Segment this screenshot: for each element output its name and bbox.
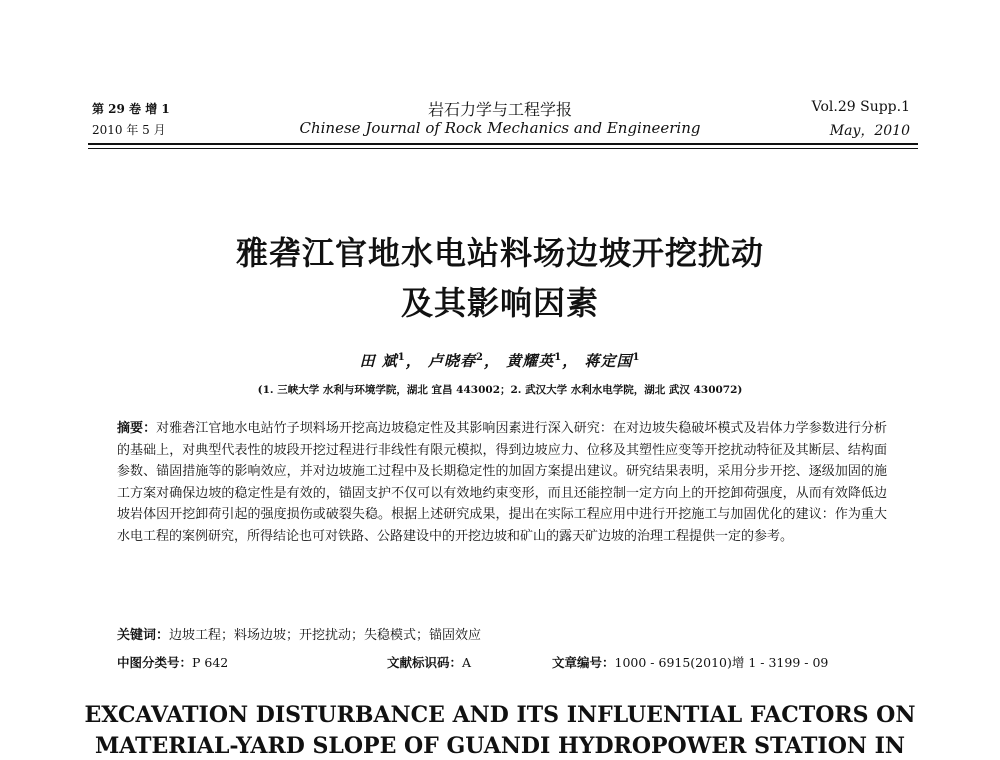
clc-number [117, 652, 228, 674]
doc-code-label: 文献标识码： [387, 655, 463, 670]
author-list: 田 斌$^1$， 卢晓春$^2$， 黄耀英$^1$， 蒋定国$^1$ [359, 352, 641, 370]
clc-value: P 642 [192, 655, 229, 670]
author-affil-mark: 1 [632, 352, 641, 363]
affiliation: (1. 三峡大学 水利与环境学院，湖北 宜昌 443002；2. 武汉大学 水利水电学院，湖北 武汉 430072) [257, 384, 743, 396]
volume-issue: 第 29 卷 增 1 [92, 102, 170, 116]
header-rule-thick [88, 143, 918, 145]
article-number [552, 652, 828, 674]
keywords-label: 关键词： [117, 628, 170, 643]
clc-label: 中图分类号： [117, 655, 193, 670]
journal-title-en: Chinese Journal of Rock Mechanics and Engineering [299, 119, 701, 137]
document-code [387, 652, 471, 674]
abstract [117, 418, 887, 547]
keywords-text: 边坡工程；料场边坡；开挖扰动；失稳模式；锚固效应 [169, 628, 482, 643]
author-name: 卢晓春 [428, 352, 477, 370]
journal-title-cn: 岩石力学与工程学报 [427, 100, 572, 119]
abstract-label: 摘要： [117, 421, 157, 436]
article-value: 1000 - 6915(2010)增 1 - 3199 - 09 [614, 655, 829, 670]
volume-en: Vol.29 Supp.1 [811, 99, 910, 115]
author-affil-mark: 1 [554, 352, 563, 363]
date-cn: 2010 年 5 月 [92, 123, 166, 137]
abstract-text: 对雅砻江官地水电站竹子坝料场开挖高边坡稳定性及其影响因素进行深入研究：在对边坡失稳破坏模式及岩体力学参数进行分析的基础上，对典型代表性的坡段开挖过程进行非线性有限元模拟，得到边坡应力、位移及其塑性应变等开挖扰动特征及其断层、结构面参数、锚固措施等的影响效应，并对边坡施工过程中及长期稳定性的加固方案提出建议。研究结果表明，采用分步开挖、逐级加固的施工方案对确保边坡的稳定性是有效的，锚固支护不仅可以有效地约束变形，而且还能控制一定方向上的开挖卸荷强度，从而有效降低边坡岩体因开挖卸荷引起的强度损伤或破裂失稳。根据上述研究成果，提出在实际工程应用中进行开挖施工与加固优化的建议：作为重大水电工程的案例研究，所得结论也可对铁路、公路建设中的开挖边坡和矿山的露天矿边坡的治理工程提供一定的参考。 [117, 421, 887, 544]
keywords [117, 625, 887, 647]
author-affil-mark: 2 [476, 352, 484, 363]
doc-code-value: A [462, 655, 472, 670]
author-name: 蒋定国 [584, 352, 633, 370]
english-title-line2: MATERIAL-YARD SLOPE OF GUANDI HYDROPOWER STATION IN [94, 733, 906, 759]
date-en: May，2010 [829, 123, 910, 139]
author-name: 田 斌 [359, 352, 398, 370]
paper-title-line2: 及其影响因素 [400, 284, 599, 322]
english-title-line1: EXCAVATION DISTURBANCE AND ITS INFLUENTIAL FACTORS ON [84, 702, 916, 728]
header-rule-thin [88, 148, 918, 149]
author-name: 黄耀英 [506, 352, 555, 370]
paper-title-line1: 雅砻江官地水电站料场边坡开挖扰动 [235, 234, 764, 272]
author-affil-mark: 1 [397, 352, 406, 363]
article-label: 文章编号： [552, 655, 615, 670]
